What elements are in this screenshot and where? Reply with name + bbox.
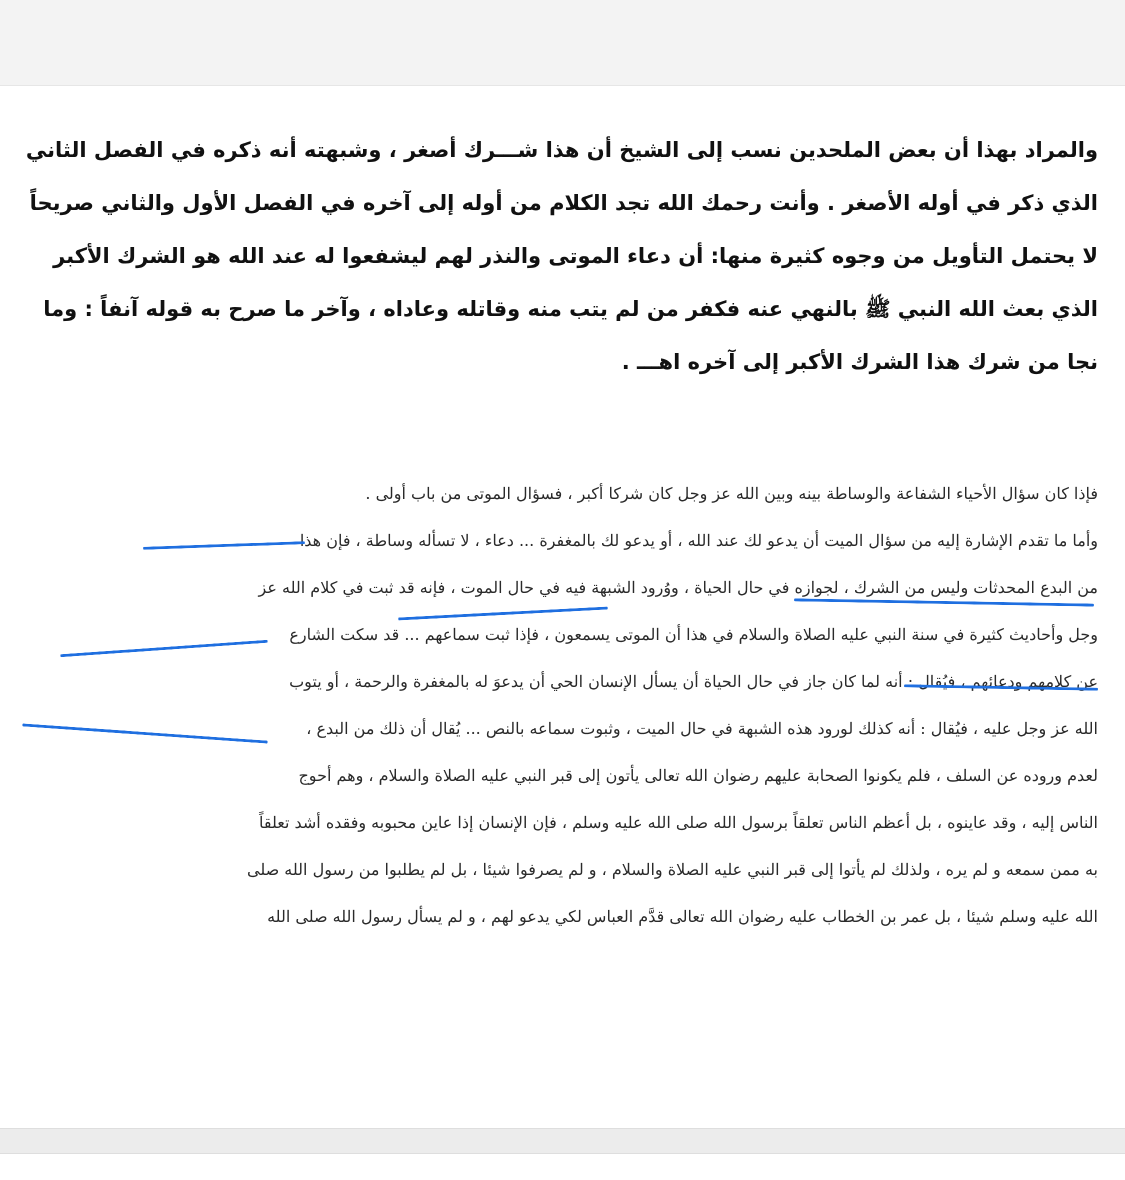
bold-line: الذي بعث الله النبي ﷺ بالنهي عنه فكفر من لم يتب منه وقاتله وعاداه ، وآخر ما صرح به قوله آنفاً : وما: [43, 297, 1098, 321]
plain-line: الناس إليه ، وقد عاينوه ، بل أعظم الناس تعلقاً برسول الله صلى الله عليه وسلم ، فإن الإنسان إذا عاين محبوبه وفقده أشد تعلقاً: [258, 813, 1098, 832]
bold-line: لا يحتمل التأويل من وجوه كثيرة منها: أن دعاء الموتى والنذر لهم ليشفعوا له عند الله هو الشرك الأكبر: [53, 244, 1098, 268]
plain-line: لعدم وروده عن السلف ، فلم يكونوا الصحابة عليهم رضوان الله تعالى يأتون إلى قبر النبي عليه الصلاة والسلام ، وهم أحوج: [298, 766, 1098, 785]
bold-excerpt: [22, 124, 1098, 389]
plain-line: من البدع المحدثات وليس من الشرك ، لجوازه في حال الحياة ، ووُرود الشبهة فيه في حال الموت ، فإنه قد ثبت في كلام الله عز: [258, 578, 1098, 597]
plain-line: الله عز وجل عليه ، فيُقال : أنه كذلك لورود هذه الشبهة في حال الميت ، وثبوت سماعه بالنص ... يُقال أن ذلك من البدع ،: [306, 719, 1098, 738]
plain-line: الله عليه وسلم شيئا ، بل عمر بن الخطاب عليه رضوان الله تعالى قدَّم العباس لكي يدعو لهم ، و لم يسأل رسول الله صلى الله: [267, 907, 1098, 926]
plain-line: عن كلامهم ودعائهم ، فيُقال : أنه لما كان جاز في حال الحياة أن يسأل الإنسان الحي أن يدعوَ له بالمغفرة والرحمة ، أو يتوب: [289, 672, 1098, 691]
bold-line: الذي ذكر في أوله الأصغر . وأنت رحمك الله تجد الكلام من أوله إلى آخره في الفصل الأول والثاني صريحاً: [29, 191, 1098, 215]
document-page: [0, 86, 1125, 1126]
bold-line: نجا من شرك هذا الشرك الأكبر إلى آخره اهـــ .: [621, 350, 1098, 374]
plain-excerpt: [42, 470, 1098, 940]
bottom-scroll-band: [0, 1128, 1125, 1154]
bold-line: والمراد بهذا أن بعض الملحدين نسب إلى الشيخ أن هذا شـــرك أصغر ، وشبهته أنه ذكره في الفصل الثاني: [25, 138, 1098, 162]
plain-line: وجل وأحاديث كثيرة في سنة النبي عليه الصلاة والسلام في هذا أن الموتى يسمعون ، فإذا ثبت سماعهم ... قد سكت الشارع: [289, 625, 1098, 644]
plain-line: وأما ما تقدم الإشارة إليه من سؤال الميت أن يدعو لك عند الله ، أو يدعو لك بالمغفرة ... دعاء ، لا تسأله وساطة ، فإن هذا: [299, 531, 1098, 550]
plain-line: به ممن سمعه و لم يره ، ولذلك لم يأتوا إلى قبر النبي عليه الصلاة والسلام ، و لم يصرفوا شيئا ، بل لم يطلبوا من رسول الله صلى: [247, 860, 1098, 879]
plain-line: فإذا كان سؤال الأحياء الشفاعة والوساطة بينه وبين الله عز وجل كان شركا أكبر ، فسؤال الموتى من باب أولى .: [365, 484, 1098, 503]
top-toolbar-band: [0, 0, 1125, 86]
